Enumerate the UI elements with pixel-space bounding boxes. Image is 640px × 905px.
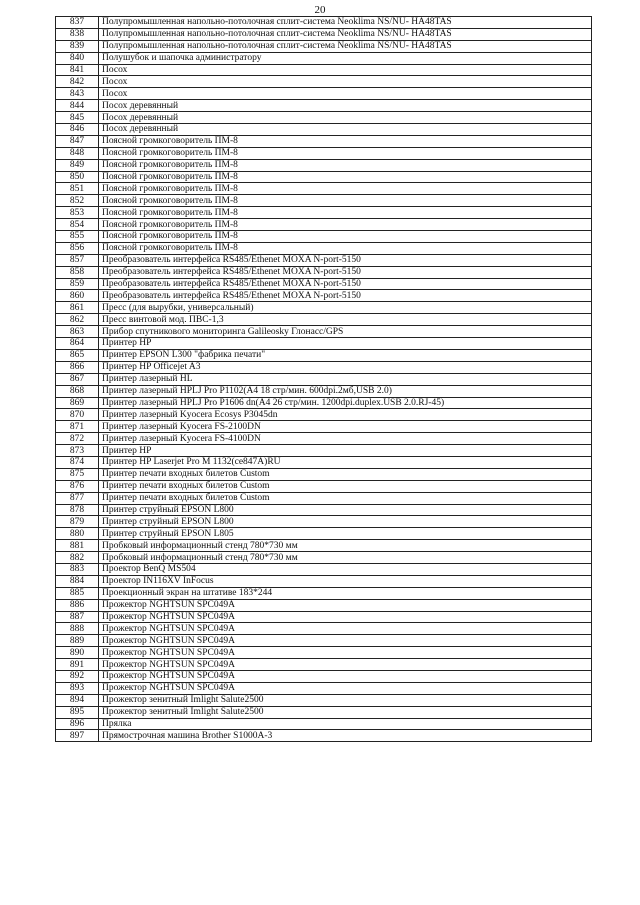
item-name: Прожектор зенитный Imlight Salute2500 xyxy=(99,706,592,718)
table-row xyxy=(56,195,592,207)
row-number: 858 xyxy=(56,266,99,278)
row-number: 856 xyxy=(56,242,99,254)
table-row xyxy=(56,456,592,468)
page-number: 20 xyxy=(314,4,326,16)
item-name: Посох xyxy=(99,64,592,76)
table-row xyxy=(56,171,592,183)
item-name: Проектор IN116XV InFocus xyxy=(99,575,592,587)
row-number: 889 xyxy=(56,635,99,647)
row-number: 883 xyxy=(56,563,99,575)
table-row xyxy=(56,635,592,647)
row-number: 876 xyxy=(56,480,99,492)
row-number: 855 xyxy=(56,231,99,243)
item-name: Поясной громкоговоритель ПМ-8 xyxy=(99,219,592,231)
row-number: 863 xyxy=(56,326,99,338)
row-number: 866 xyxy=(56,361,99,373)
item-name: Полупромышленная напольно-потолочная сплит-система Neoklima NS/NU- HA48TAS xyxy=(99,28,592,40)
item-name: Поясной громкоговоритель ПМ-8 xyxy=(99,242,592,254)
row-number: 885 xyxy=(56,587,99,599)
item-name: Принтер EPSON L300 "фабрика печати" xyxy=(99,349,592,361)
item-name: Принтер HP Laserjet Pro M 1132(ce847A)RU xyxy=(99,456,592,468)
item-name: Поясной громкоговоритель ПМ-8 xyxy=(99,183,592,195)
table-row xyxy=(56,76,592,88)
table-row xyxy=(56,242,592,254)
table-row xyxy=(56,159,592,171)
row-number: 871 xyxy=(56,421,99,433)
table-row xyxy=(56,706,592,718)
item-name: Посох xyxy=(99,76,592,88)
item-name: Прожектор NGHTSUN SPC049A xyxy=(99,670,592,682)
item-name: Проекционный экран на штативе 183*244 xyxy=(99,587,592,599)
item-name: Принтер HP xyxy=(99,445,592,457)
row-number: 859 xyxy=(56,278,99,290)
table-row xyxy=(56,599,592,611)
item-name: Принтер струйный EPSON L805 xyxy=(99,528,592,540)
item-name: Поясной громкоговоритель ПМ-8 xyxy=(99,195,592,207)
item-name: Прожектор NGHTSUN SPC049A xyxy=(99,611,592,623)
table-row xyxy=(56,682,592,694)
table-row xyxy=(56,540,592,552)
row-number: 861 xyxy=(56,302,99,314)
table-row xyxy=(56,124,592,136)
item-name: Принтер струйный EPSON L800 xyxy=(99,504,592,516)
row-number: 844 xyxy=(56,100,99,112)
item-name: Прожектор NGHTSUN SPC049A xyxy=(99,623,592,635)
item-name: Проектор BenQ MS504 xyxy=(99,563,592,575)
row-number: 843 xyxy=(56,88,99,100)
item-name: Прямострочная машина Brother S1000A-3 xyxy=(99,730,592,742)
table-row xyxy=(56,492,592,504)
row-number: 840 xyxy=(56,52,99,64)
row-number: 849 xyxy=(56,159,99,171)
table-row xyxy=(56,254,592,266)
item-name: Принтер лазерный HPLJ Pro P1606 dn(A4 26 стр/мин. 1200dpi.duplex.USB 2.0.RJ-45) xyxy=(99,397,592,409)
item-name: Пробковый информационный стенд 780*730 мм xyxy=(99,552,592,564)
item-name: Посох деревянный xyxy=(99,112,592,124)
table-row xyxy=(56,480,592,492)
row-number: 839 xyxy=(56,40,99,52)
row-number: 875 xyxy=(56,468,99,480)
item-name: Поясной громкоговоритель ПМ-8 xyxy=(99,207,592,219)
table-row xyxy=(56,88,592,100)
table-row xyxy=(56,504,592,516)
row-number: 890 xyxy=(56,647,99,659)
table-row xyxy=(56,659,592,671)
item-name: Принтер HP Officejet A3 xyxy=(99,361,592,373)
item-name: Прожектор NGHTSUN SPC049A xyxy=(99,647,592,659)
table-body xyxy=(56,17,592,742)
row-number: 862 xyxy=(56,314,99,326)
item-name: Посох деревянный xyxy=(99,100,592,112)
item-name: Прожектор NGHTSUN SPC049A xyxy=(99,599,592,611)
item-name: Принтер лазерный Kyocera FS-4100DN xyxy=(99,433,592,445)
table-row xyxy=(56,28,592,40)
row-number: 895 xyxy=(56,706,99,718)
row-number: 838 xyxy=(56,28,99,40)
row-number: 881 xyxy=(56,540,99,552)
table-row xyxy=(56,433,592,445)
table-row xyxy=(56,40,592,52)
table-row xyxy=(56,397,592,409)
row-number: 891 xyxy=(56,659,99,671)
item-name: Пробковый информационный стенд 780*730 мм xyxy=(99,540,592,552)
row-number: 893 xyxy=(56,682,99,694)
item-name: Полупромышленная напольно-потолочная сплит-система Neoklima NS/NU- HA48TAS xyxy=(99,40,592,52)
table-row xyxy=(56,373,592,385)
item-name: Поясной громкоговоритель ПМ-8 xyxy=(99,159,592,171)
table-row xyxy=(56,647,592,659)
item-name: Принтер лазерный HL xyxy=(99,373,592,385)
table-row xyxy=(56,361,592,373)
item-name: Поясной громкоговоритель ПМ-8 xyxy=(99,171,592,183)
item-name: Пресс винтовой мод. ПВС-1,3 xyxy=(99,314,592,326)
item-name: Преобразователь интерфейса RS485/Ethenet MOXA N-port-5150 xyxy=(99,290,592,302)
item-name: Принтер лазерный Kyocera Ecosys P3045dn xyxy=(99,409,592,421)
row-number: 873 xyxy=(56,445,99,457)
table-row xyxy=(56,290,592,302)
row-number: 857 xyxy=(56,254,99,266)
item-name: Полушубок и шапочка администратору xyxy=(99,52,592,64)
row-number: 850 xyxy=(56,171,99,183)
table-row xyxy=(56,278,592,290)
table-row xyxy=(56,516,592,528)
item-name: Поясной громкоговоритель ПМ-8 xyxy=(99,135,592,147)
item-name: Поясной громкоговоритель ПМ-8 xyxy=(99,231,592,243)
item-name: Принтер лазерный HPLJ Pro P1102(A4 18 стр/мин. 600dpi.2мб,USB 2.0) xyxy=(99,385,592,397)
row-number: 854 xyxy=(56,219,99,231)
item-name: Посох xyxy=(99,88,592,100)
table-row xyxy=(56,147,592,159)
item-name: Преобразователь интерфейса RS485/Ethenet MOXA N-port-5150 xyxy=(99,278,592,290)
row-number: 852 xyxy=(56,195,99,207)
row-number: 894 xyxy=(56,694,99,706)
row-number: 887 xyxy=(56,611,99,623)
row-number: 870 xyxy=(56,409,99,421)
table-row xyxy=(56,468,592,480)
item-name: Принтер печати входных билетов Custom xyxy=(99,468,592,480)
row-number: 897 xyxy=(56,730,99,742)
table-row xyxy=(56,385,592,397)
table-row xyxy=(56,421,592,433)
table-row xyxy=(56,409,592,421)
item-name: Прибор спутникового мониторинга Galileosky Глонасс/GPS xyxy=(99,326,592,338)
row-number: 867 xyxy=(56,373,99,385)
item-name: Полупромышленная напольно-потолочная сплит-система Neoklima NS/NU- HA48TAS xyxy=(99,17,592,29)
row-number: 842 xyxy=(56,76,99,88)
item-name: Преобразователь интерфейса RS485/Ethenet MOXA N-port-5150 xyxy=(99,254,592,266)
item-name: Принтер HP xyxy=(99,338,592,350)
table-row xyxy=(56,207,592,219)
item-name: Посох деревянный xyxy=(99,124,592,136)
table-row xyxy=(56,611,592,623)
table-row xyxy=(56,445,592,457)
item-name: Пресс (для вырубки, универсальный) xyxy=(99,302,592,314)
row-number: 851 xyxy=(56,183,99,195)
item-name: Прялка xyxy=(99,718,592,730)
table-row xyxy=(56,100,592,112)
row-number: 877 xyxy=(56,492,99,504)
table-row xyxy=(56,670,592,682)
row-number: 847 xyxy=(56,135,99,147)
table-row xyxy=(56,718,592,730)
table-row xyxy=(56,575,592,587)
table-row xyxy=(56,266,592,278)
table-row xyxy=(56,17,592,29)
table-row xyxy=(56,326,592,338)
table-row xyxy=(56,314,592,326)
table-row xyxy=(56,587,592,599)
row-number: 841 xyxy=(56,64,99,76)
table-row xyxy=(56,64,592,76)
row-number: 837 xyxy=(56,17,99,29)
row-number: 869 xyxy=(56,397,99,409)
item-name: Принтер струйный EPSON L800 xyxy=(99,516,592,528)
item-name: Прожектор NGHTSUN SPC049A xyxy=(99,635,592,647)
row-number: 888 xyxy=(56,623,99,635)
row-number: 892 xyxy=(56,670,99,682)
item-name: Принтер лазерный Kyocera FS-2100DN xyxy=(99,421,592,433)
row-number: 872 xyxy=(56,433,99,445)
item-name: Поясной громкоговоритель ПМ-8 xyxy=(99,147,592,159)
row-number: 860 xyxy=(56,290,99,302)
table-row xyxy=(56,730,592,742)
row-number: 878 xyxy=(56,504,99,516)
row-number: 864 xyxy=(56,338,99,350)
item-name: Принтер печати входных билетов Custom xyxy=(99,480,592,492)
table-row xyxy=(56,528,592,540)
row-number: 874 xyxy=(56,456,99,468)
table-row xyxy=(56,623,592,635)
row-number: 896 xyxy=(56,718,99,730)
inventory-table xyxy=(55,16,592,742)
table-row xyxy=(56,552,592,564)
row-number: 846 xyxy=(56,124,99,136)
row-number: 848 xyxy=(56,147,99,159)
table-row xyxy=(56,135,592,147)
item-name: Преобразователь интерфейса RS485/Ethenet MOXA N-port-5150 xyxy=(99,266,592,278)
table-row xyxy=(56,112,592,124)
item-name: Прожектор NGHTSUN SPC049A xyxy=(99,682,592,694)
table-row xyxy=(56,219,592,231)
table-row xyxy=(56,183,592,195)
table-row xyxy=(56,338,592,350)
row-number: 886 xyxy=(56,599,99,611)
table-row xyxy=(56,52,592,64)
item-name: Прожектор NGHTSUN SPC049A xyxy=(99,659,592,671)
table-row xyxy=(56,694,592,706)
row-number: 868 xyxy=(56,385,99,397)
row-number: 865 xyxy=(56,349,99,361)
row-number: 884 xyxy=(56,575,99,587)
table-row xyxy=(56,231,592,243)
row-number: 882 xyxy=(56,552,99,564)
row-number: 879 xyxy=(56,516,99,528)
item-name: Прожектор зенитный Imlight Salute2500 xyxy=(99,694,592,706)
row-number: 853 xyxy=(56,207,99,219)
item-name: Принтер печати входных билетов Custom xyxy=(99,492,592,504)
row-number: 880 xyxy=(56,528,99,540)
row-number: 845 xyxy=(56,112,99,124)
table-row xyxy=(56,349,592,361)
table-row xyxy=(56,302,592,314)
table-row xyxy=(56,563,592,575)
